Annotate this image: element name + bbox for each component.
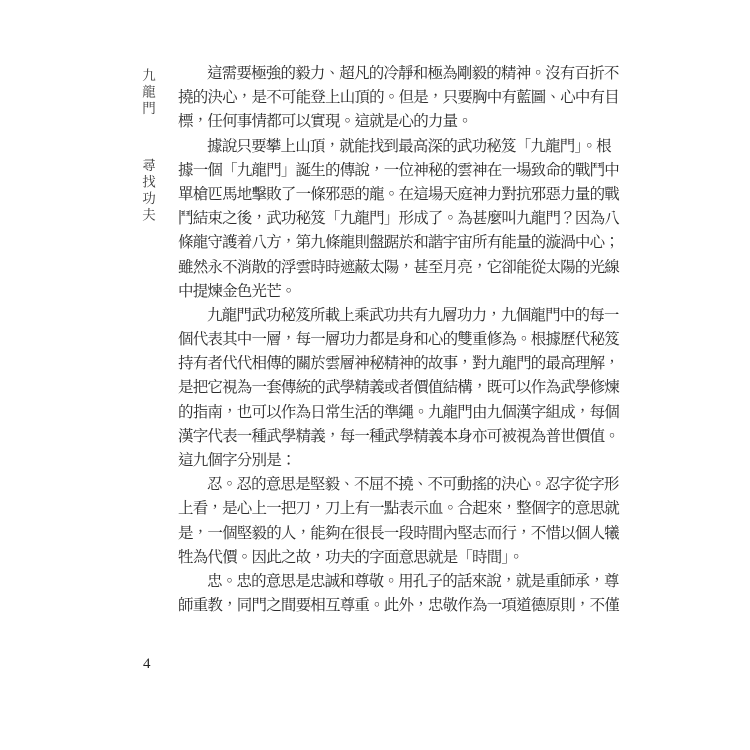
text-line: 標，任何事情都可以實現。這就是心的力量。 [178,113,473,131]
text-line: 這九個字分別是： [178,452,296,469]
text-line: 的指南，也可以作為日常生活的準繩。九龍門由九個漢字組成，每個 [178,403,620,421]
text-line: 漢字代表一種武學精義，每一種武學精義本身亦可被視為普世價值。 [178,427,620,445]
text-line: 中提煉金色光芒。 [178,282,296,300]
book-title: 九龍門 [140,68,155,118]
text-line: 個代表其中一層，每一層功力都是身和心的雙重修為。根據歷代秘笈 [178,331,620,349]
text-line: 條龍守護着八方，第九條龍則盤踞於和諧宇宙所有能量的漩渦中心； [178,234,620,252]
page-body-text [178,62,622,618]
book-subtitle: 尋找功夫 [140,157,155,224]
text-line: 忍。忍的意思是堅毅、不屈不撓、不可動搖的決心。忍字從字形 [207,476,619,494]
paragraph [178,135,622,304]
book-title-vertical [140,68,154,224]
text-line: 師重教，同門之間要相互尊重。此外，忠敬作為一項道德原則，不僅 [178,597,620,615]
paragraph [178,62,622,135]
text-line: 據說只要攀上山頂，就能找到最高深的武功秘笈「九龍門」。根 [207,137,611,155]
text-line: 牲為代價。因此之故，功夫的字面意思就是「時間」。 [178,548,524,566]
text-line: 持有者代代相傳的關於雲層神秘精神的故事，對九龍門的最高理解， [178,355,620,373]
text-line: 是把它視為一套傳統的武學精義或者價值結構，既可以作為武學修煉 [178,379,620,397]
text-line: 鬥結束之後，武功秘笈「九龍門」形成了。為甚麼叫九龍門？因為八 [178,210,620,228]
text-line: 是，一個堅毅的人，能夠在很長一段時間內堅志而行，不惜以個人犧 [178,524,620,542]
text-line: 雖然永不消散的浮雲時時遮蔽太陽，甚至月亮，它卻能從太陽的光線 [178,258,620,276]
text-line: 九龍門武功秘笈所載上乘武功共有九層功力，九個龍門中的每一 [207,306,619,324]
paragraph [178,304,622,473]
text-line: 上看，是心上一把刀，刀上有一點表示血。合起來，整個字的意思就 [178,500,620,518]
text-line: 單槍匹馬地擊敗了一條邪惡的龍。在這場天庭神力對抗邪惡力量的戰 [178,185,620,203]
paragraph [178,473,622,570]
text-line: 這需要極強的毅力、超凡的冷靜和極為剛毅的精神。沒有百折不 [207,65,619,82]
text-line: 據一個「九龍門」誕生的傳說，一位神秘的雲神在一場致命的戰鬥中 [178,161,620,179]
page-number: 4 [143,656,151,672]
text-line: 撓的決心，是不可能登上山頂的。但是，只要胸中有藍圖、心中有目 [178,89,620,107]
text-line: 忠。忠的意思是忠誠和尊敬。用孔子的話來說，就是重師承，尊 [207,572,619,590]
paragraph [178,570,622,618]
